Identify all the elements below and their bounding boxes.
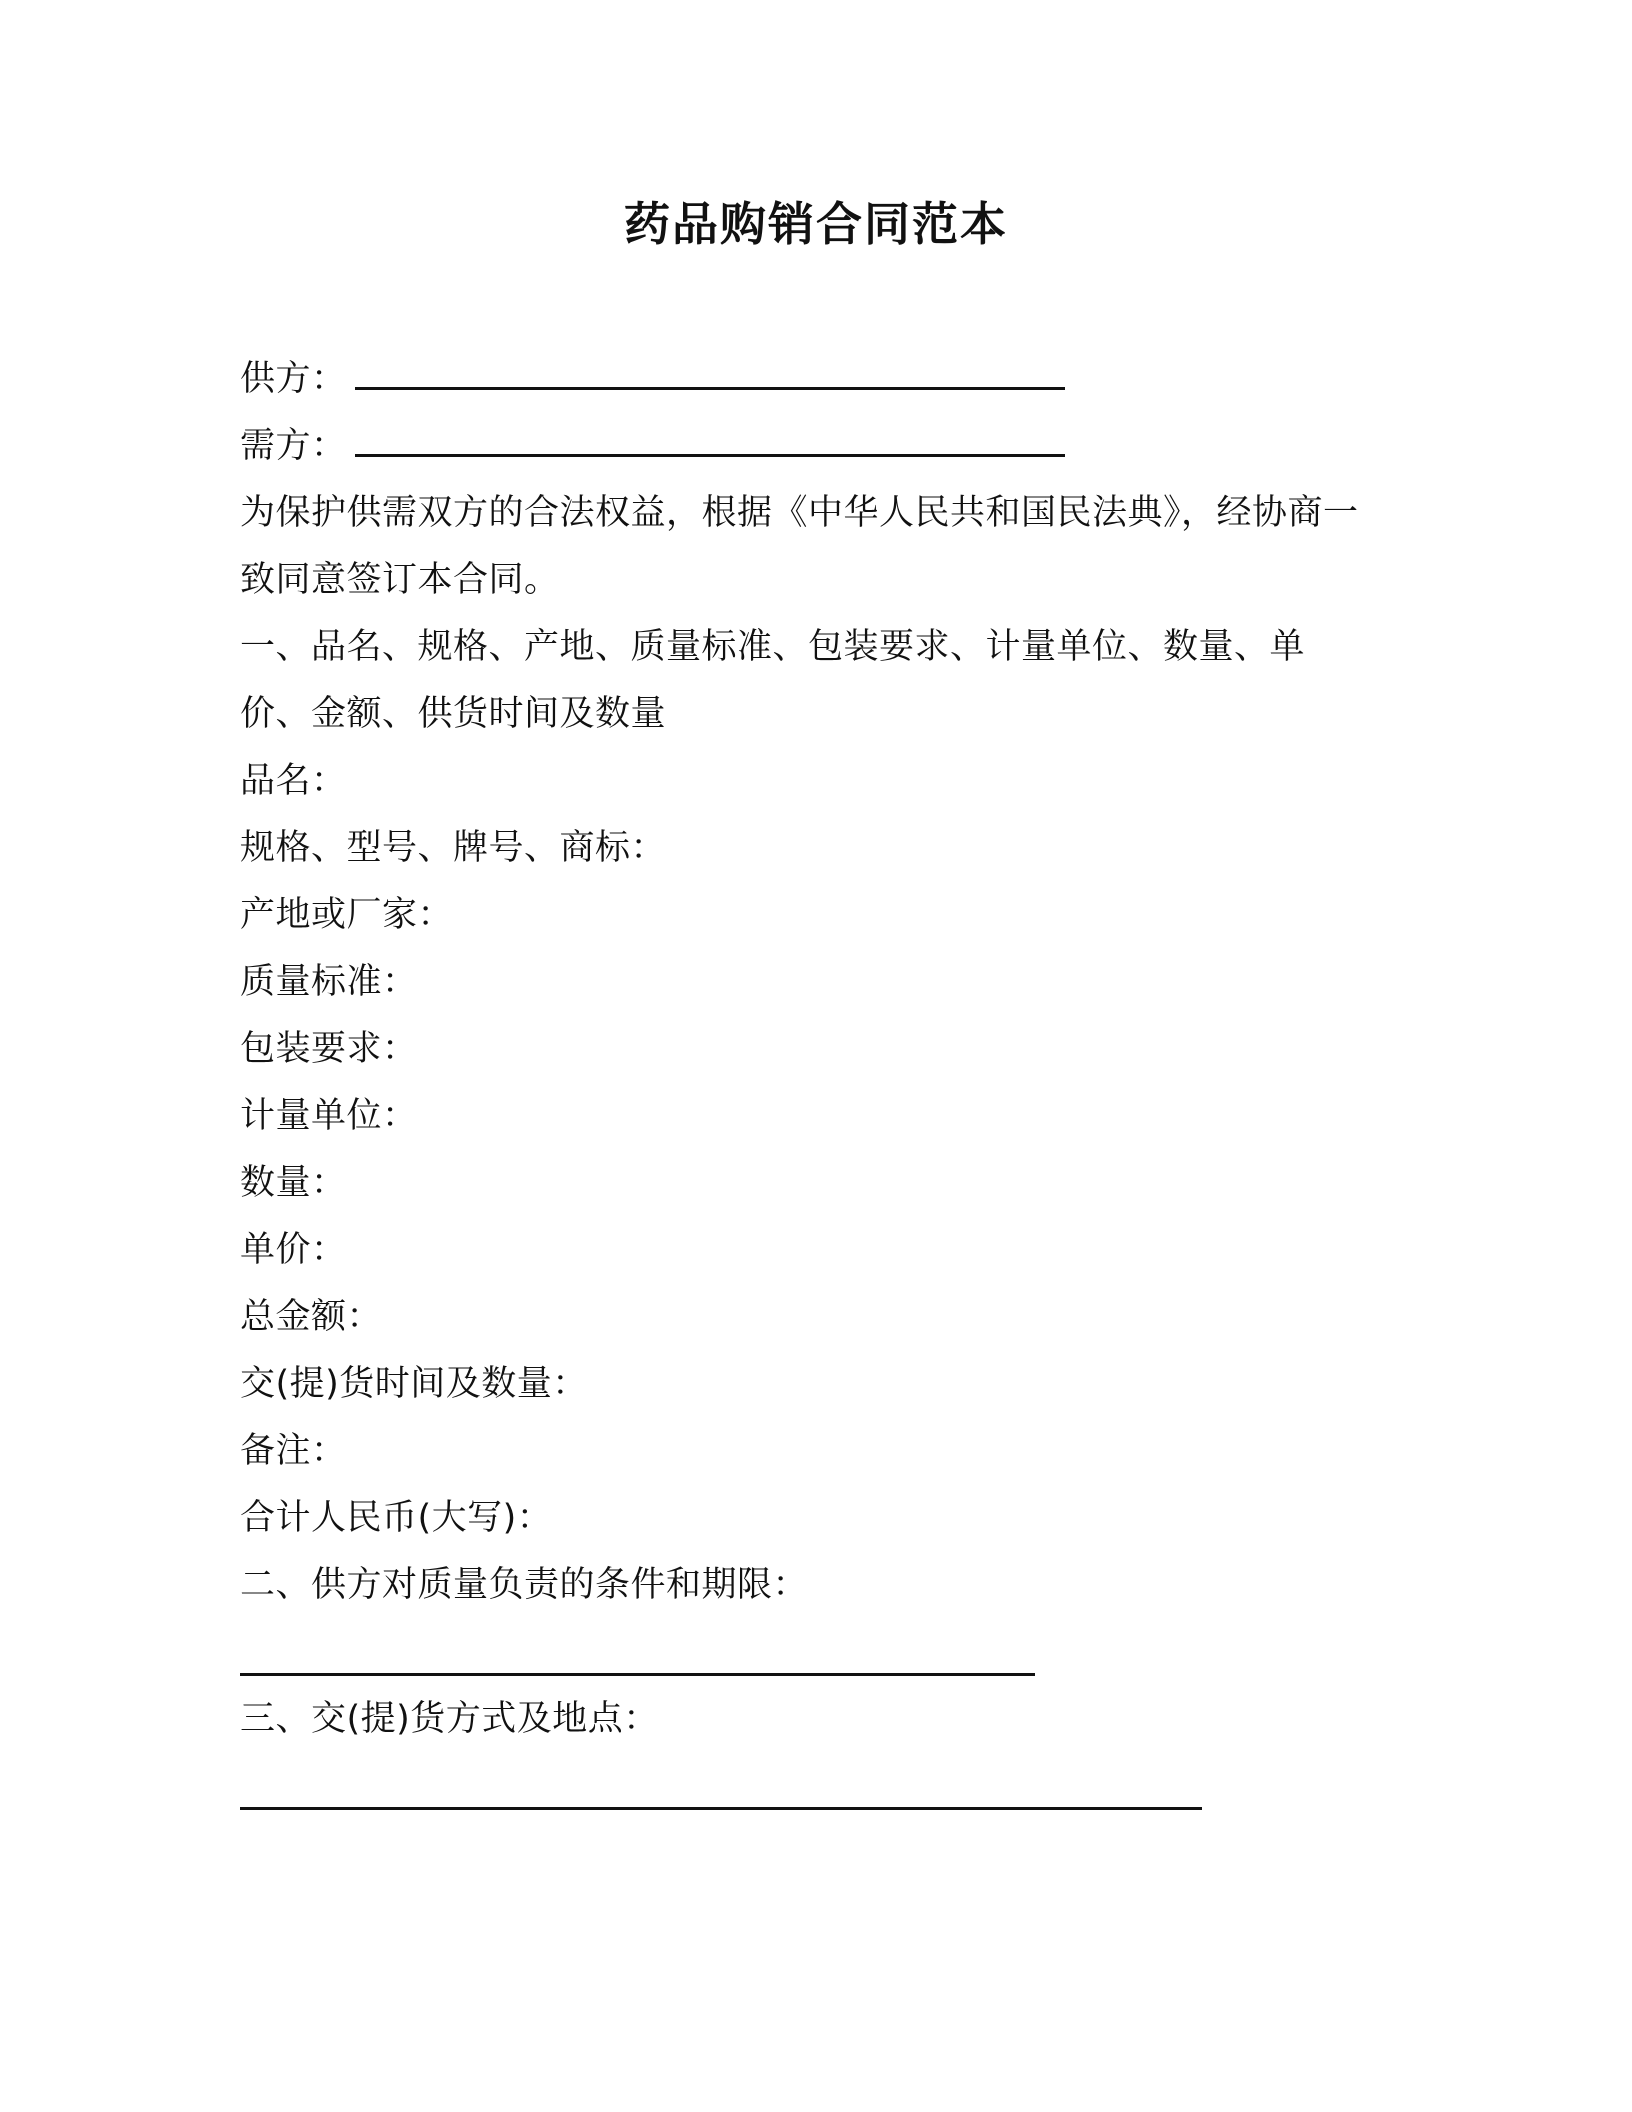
supplier-blank[interactable]: [355, 367, 1065, 390]
document-title: 药品购销合同范本: [624, 197, 1008, 251]
field-total-rmb: 合计人民币(大写)：: [240, 1498, 553, 1538]
field-remarks: 备注：: [240, 1431, 347, 1471]
buyer-blank[interactable]: [355, 434, 1065, 457]
field-origin: 产地或厂家：: [240, 895, 454, 935]
field-specification: 规格、型号、牌号、商标：: [240, 828, 667, 868]
field-unit-price: 单价：: [240, 1230, 347, 1270]
buyer-line: [240, 413, 1360, 480]
document-body: [240, 346, 1360, 1820]
section-3-heading: 三、交(提)货方式及地点：: [240, 1699, 659, 1739]
section-3-blank[interactable]: [240, 1753, 1360, 1820]
field-packaging: 包装要求：: [240, 1029, 418, 1069]
buyer-label: 需方：: [240, 426, 347, 466]
supplier-label: 供方：: [240, 359, 347, 399]
section-1-heading: 一、品名、规格、产地、质量标准、包装要求、计量单位、数量、单价、金额、供货时间及数量: [240, 627, 1306, 734]
field-unit: 计量单位：: [240, 1096, 418, 1136]
supplier-line: [240, 346, 1360, 413]
field-quantity: 数量：: [240, 1163, 347, 1203]
section-2-heading: 二、供方对质量负责的条件和期限：: [240, 1565, 809, 1605]
section-3-underline: [240, 1807, 1202, 1810]
section-2-blank[interactable]: [240, 1619, 1360, 1686]
field-quality-standard: 质量标准：: [240, 962, 418, 1002]
field-delivery-time: 交(提)货时间及数量：: [240, 1364, 588, 1404]
intro-paragraph: 为保护供需双方的合法权益，根据《中华人民共和国民法典》，经协商一致同意签订本合同。: [240, 493, 1359, 600]
field-total-amount: 总金额：: [240, 1297, 383, 1337]
section-2-underline: [240, 1673, 1035, 1676]
field-product-name: 品名：: [240, 761, 347, 801]
